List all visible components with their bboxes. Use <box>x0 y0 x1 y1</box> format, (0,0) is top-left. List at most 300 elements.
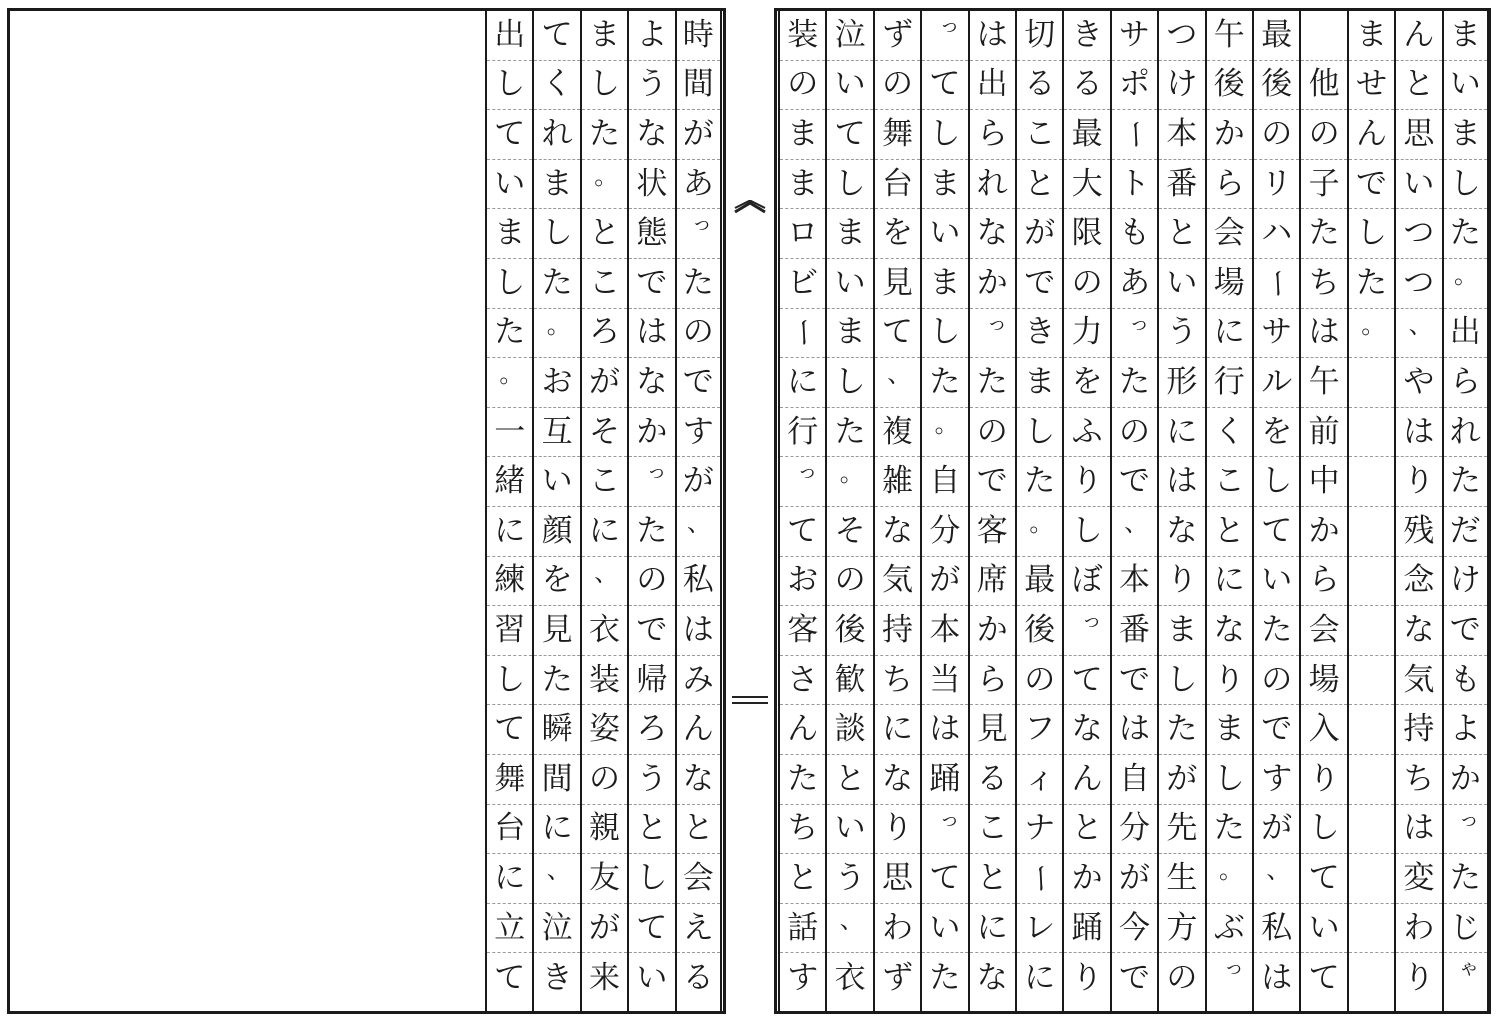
manuscript-cell: 私 <box>1254 904 1299 954</box>
manuscript-cell <box>1349 358 1394 408</box>
manuscript-cell: し <box>1064 507 1109 557</box>
manuscript-cell: 。 <box>487 358 532 408</box>
manuscript-cell: た <box>1254 606 1299 656</box>
manuscript-cell: て <box>1301 854 1346 904</box>
manuscript-cell: の <box>1254 110 1299 160</box>
manuscript-cell: で <box>629 259 674 309</box>
manuscript-cell: に <box>534 805 579 855</box>
manuscript-cell <box>1349 507 1394 557</box>
manuscript-cell: て <box>922 854 967 904</box>
manuscript-cell: 中 <box>1301 457 1346 507</box>
manuscript-cell: 入 <box>1301 705 1346 755</box>
manuscript-cell: 持 <box>1396 705 1441 755</box>
manuscript-cell: な <box>976 959 1008 996</box>
manuscript-cell: 形 <box>1159 358 1204 408</box>
manuscript-cell: し <box>1017 408 1062 458</box>
manuscript-cell: は <box>1261 959 1293 996</box>
manuscript-cell: え <box>677 904 720 954</box>
manuscript-cell: た <box>1017 457 1062 507</box>
manuscript-cell: リ <box>1254 160 1299 210</box>
manuscript-cell: み <box>677 656 720 706</box>
manuscript-cell: う <box>629 755 674 805</box>
manuscript-cell: 。 <box>582 160 627 210</box>
manuscript-cell <box>1349 854 1394 904</box>
manuscript-cell: 子 <box>1301 160 1346 210</box>
manuscript-cell: 午 <box>1207 11 1252 61</box>
manuscript-cell: ま <box>780 110 825 160</box>
manuscript-cell: は <box>970 11 1015 61</box>
manuscript-cell: ま <box>534 160 579 210</box>
manuscript-cell: れ <box>1444 408 1487 458</box>
manuscript-cell: ま <box>1444 110 1487 160</box>
manuscript-cell: ー <box>780 309 825 359</box>
manuscript-cell: っ <box>677 209 720 259</box>
manuscript-cell: た <box>929 959 961 996</box>
manuscript-cell: 自 <box>1112 755 1157 805</box>
manuscript-column <box>485 11 532 1011</box>
manuscript-cell: 本 <box>1159 110 1204 160</box>
manuscript-cell: で <box>629 606 674 656</box>
manuscript-cell: 。 <box>534 309 579 359</box>
manuscript-cell: き <box>541 959 573 996</box>
manuscript-cell: と <box>1159 209 1204 259</box>
manuscript-cell: つ <box>1396 259 1441 309</box>
manuscript-cell: が <box>677 457 720 507</box>
manuscript-column <box>1205 11 1252 1011</box>
manuscript-cell: ま <box>1207 705 1252 755</box>
manuscript-cell: 出 <box>970 61 1015 111</box>
manuscript-cell: 雑 <box>875 457 920 507</box>
manuscript-cell: に <box>1207 309 1252 359</box>
manuscript-cell: 客 <box>780 606 825 656</box>
manuscript-cell: し <box>827 160 872 210</box>
manuscript-cell: と <box>1396 61 1441 111</box>
manuscript-cell: 思 <box>875 854 920 904</box>
manuscript-cell: で <box>1017 259 1062 309</box>
manuscript-cell: か <box>1207 110 1252 160</box>
manuscript-cell: っ <box>1223 955 1244 980</box>
manuscript-cell: か <box>970 606 1015 656</box>
manuscript-cell: さ <box>780 656 825 706</box>
manuscript-cell: と <box>780 854 825 904</box>
manuscript-cell: に <box>487 854 532 904</box>
manuscript-cell: に <box>487 507 532 557</box>
manuscript-cell: に <box>1024 959 1056 996</box>
manuscript-cell: な <box>677 755 720 805</box>
manuscript-cell: 方 <box>1159 904 1204 954</box>
manuscript-cell: す <box>677 408 720 458</box>
manuscript-cell: 分 <box>922 507 967 557</box>
manuscript-cell: ん <box>780 705 825 755</box>
manuscript-cell: ら <box>1207 160 1252 210</box>
center-binding-strip <box>723 8 777 1014</box>
manuscript-cell <box>1349 606 1394 656</box>
manuscript-cell: こ <box>970 805 1015 855</box>
manuscript-cell: に <box>1159 408 1204 458</box>
manuscript-cell: の <box>1017 656 1062 706</box>
manuscript-cell: 姿 <box>582 705 627 755</box>
manuscript-cell: を <box>534 557 579 607</box>
manuscript-cell: 帰 <box>629 656 674 706</box>
manuscript-cell: 午 <box>1301 358 1346 408</box>
manuscript-cell: う <box>827 854 872 904</box>
manuscript-cell: そ <box>582 408 627 458</box>
manuscript-cell: な <box>1207 606 1252 656</box>
manuscript-cell <box>1349 705 1394 755</box>
manuscript-cell: ず <box>881 959 913 996</box>
manuscript-cell: ま <box>1349 11 1394 61</box>
manuscript-cell: ず <box>875 11 920 61</box>
manuscript-cell: ろ <box>582 309 627 359</box>
manuscript-cell: じ <box>1444 904 1487 954</box>
manuscript-cell: て <box>780 507 825 557</box>
manuscript-cell: い <box>827 61 872 111</box>
manuscript-cell: を <box>875 209 920 259</box>
manuscript-cell: の <box>1301 110 1346 160</box>
manuscript-cell: し <box>827 358 872 408</box>
manuscript-cell: い <box>1254 557 1299 607</box>
manuscript-cell: は <box>922 705 967 755</box>
manuscript-cell <box>1349 904 1394 954</box>
manuscript-cell: っ <box>1064 606 1109 656</box>
manuscript-cell: と <box>629 805 674 855</box>
manuscript-cell: し <box>487 656 532 706</box>
manuscript-cell: い <box>827 259 872 309</box>
manuscript-cell: そ <box>827 507 872 557</box>
manuscript-cell: て <box>922 61 967 111</box>
manuscript-cell: あ <box>677 160 720 210</box>
manuscript-cell: ま <box>1159 606 1204 656</box>
manuscript-cell: ろ <box>629 705 674 755</box>
manuscript-cell: あ <box>1112 259 1157 309</box>
manuscript-cell: と <box>1064 805 1109 855</box>
manuscript-cell: し <box>1349 209 1394 259</box>
manuscript-cell: 衣 <box>582 606 627 656</box>
manuscript-cell: り <box>875 805 920 855</box>
manuscript-cell: 。 <box>1444 259 1487 309</box>
manuscript-cell: 一 <box>487 408 532 458</box>
manuscript-cell: た <box>534 656 579 706</box>
manuscript-cell: い <box>1159 259 1204 309</box>
manuscript-cell: た <box>1159 705 1204 755</box>
manuscript-cell: い <box>1444 61 1487 111</box>
manuscript-cell: ル <box>1254 358 1299 408</box>
manuscript-column <box>920 11 967 1011</box>
manuscript-cell: い <box>636 959 668 996</box>
manuscript-column <box>627 11 674 1011</box>
manuscript-cell <box>1349 656 1394 706</box>
manuscript-cell: に <box>970 904 1015 954</box>
manuscript-cell: の <box>970 408 1015 458</box>
manuscript-cell: わ <box>875 904 920 954</box>
manuscript-cell <box>1349 408 1394 458</box>
center-double-line-mark <box>732 696 768 704</box>
manuscript-cell: っ <box>922 805 967 855</box>
manuscript-cell: 緒 <box>487 457 532 507</box>
manuscript-cell: き <box>1064 11 1109 61</box>
manuscript-cell: 気 <box>1396 656 1441 706</box>
manuscript-column <box>532 11 579 1011</box>
manuscript-cell: 。 <box>827 457 872 507</box>
manuscript-cell: 私 <box>677 557 720 607</box>
manuscript-cell: 状 <box>629 160 674 210</box>
manuscript-cell: ち <box>1301 259 1346 309</box>
manuscript-cell: て <box>494 959 526 996</box>
manuscript-cell: と <box>1207 507 1252 557</box>
manuscript-cell: の <box>875 61 920 111</box>
manuscript-cell: す <box>1254 755 1299 805</box>
manuscript-cell: て <box>629 904 674 954</box>
manuscript-cell: の <box>827 557 872 607</box>
manuscript-cell: ま <box>1017 358 1062 408</box>
manuscript-cell: し <box>1207 755 1252 805</box>
manuscript-cell: の <box>1112 408 1157 458</box>
manuscript-cell: し <box>922 309 967 359</box>
manuscript-column <box>873 11 920 1011</box>
manuscript-cell: 複 <box>875 408 920 458</box>
manuscript-cell: サ <box>1254 309 1299 359</box>
manuscript-cell: ま <box>1444 11 1487 61</box>
manuscript-cell: ま <box>922 259 967 309</box>
manuscript-cell: お <box>780 557 825 607</box>
manuscript-cell: い <box>1301 904 1346 954</box>
manuscript-cell: ま <box>780 160 825 210</box>
manuscript-cell: か <box>970 259 1015 309</box>
manuscript-cell: 、 <box>534 854 579 904</box>
manuscript-cell: に <box>875 705 920 755</box>
manuscript-cell: か <box>1444 755 1487 805</box>
manuscript-cell: て <box>1308 959 1340 996</box>
manuscript-cell: 番 <box>1112 606 1157 656</box>
manuscript-cell: こ <box>582 457 627 507</box>
manuscript-column <box>1110 11 1157 1011</box>
manuscript-cell: 、 <box>582 557 627 607</box>
manuscript-cell: 場 <box>1301 656 1346 706</box>
manuscript-cell: 先 <box>1159 805 1204 855</box>
manuscript-cell: よ <box>1444 705 1487 755</box>
manuscript-cell: 見 <box>875 259 920 309</box>
manuscript-cell: 念 <box>1396 557 1441 607</box>
manuscript-cell: た <box>922 358 967 408</box>
manuscript-cell: 泣 <box>827 11 872 61</box>
manuscript-cell: 台 <box>487 805 532 855</box>
manuscript-cell: ん <box>1064 755 1109 805</box>
manuscript-column <box>1394 11 1441 1011</box>
manuscript-cell: 客 <box>970 507 1015 557</box>
manuscript-cell: い <box>534 457 579 507</box>
manuscript-cell: ん <box>1396 11 1441 61</box>
manuscript-cell: 分 <box>1112 805 1157 855</box>
manuscript-cell: か <box>1064 854 1109 904</box>
manuscript-cell: る <box>682 959 714 996</box>
manuscript-cell: は <box>1396 805 1441 855</box>
manuscript-cell: 最 <box>1254 11 1299 61</box>
manuscript-cell: る <box>1064 61 1109 111</box>
manuscript-cell: 踊 <box>922 755 967 805</box>
manuscript-cell: う <box>629 61 674 111</box>
manuscript-cell: 最 <box>1017 557 1062 607</box>
manuscript-cell: で <box>1112 656 1157 706</box>
manuscript-column <box>1299 11 1346 1011</box>
manuscript-cell: ま <box>827 309 872 359</box>
manuscript-cell: 本 <box>1112 557 1157 607</box>
manuscript-cell: と <box>582 209 627 259</box>
manuscript-cell: が <box>582 904 627 954</box>
manuscript-cell: て <box>827 110 872 160</box>
manuscript-cell: 。 <box>1349 309 1394 359</box>
manuscript-cell: の <box>677 309 720 359</box>
manuscript-cell: い <box>1396 160 1441 210</box>
manuscript-cell: 後 <box>1207 61 1252 111</box>
manuscript-cell: で <box>1254 705 1299 755</box>
manuscript-cell: た <box>970 358 1015 408</box>
manuscript-cell: し <box>534 209 579 259</box>
manuscript-cell: て <box>534 11 579 61</box>
manuscript-cell: ん <box>677 705 720 755</box>
manuscript-cell: 席 <box>970 557 1015 607</box>
manuscript-cell: 、 <box>827 904 872 954</box>
manuscript-cell: 踊 <box>1064 904 1109 954</box>
manuscript-cell <box>1349 805 1394 855</box>
manuscript-cell: た <box>629 507 674 557</box>
manuscript-cell: ィ <box>1017 755 1062 805</box>
manuscript-cell: 。 <box>1017 507 1062 557</box>
manuscript-cell: す <box>787 959 819 996</box>
manuscript-cell: 、 <box>875 358 920 408</box>
manuscript-cell: 最 <box>1064 110 1109 160</box>
manuscript-cell: ん <box>1349 110 1394 160</box>
manuscript-cell: 出 <box>1444 309 1487 359</box>
manuscript-cell <box>1349 457 1394 507</box>
manuscript-cell: 間 <box>534 755 579 805</box>
manuscript-cell: で <box>1444 606 1487 656</box>
manuscript-cell: で <box>1118 959 1150 996</box>
manuscript-cell: し <box>922 110 967 160</box>
manuscript-column <box>675 11 722 1011</box>
manuscript-cell: し <box>1301 805 1346 855</box>
manuscript-cell: け <box>1444 557 1487 607</box>
manuscript-cell: は <box>1301 309 1346 359</box>
manuscript-cell: も <box>1444 656 1487 706</box>
manuscript-cell: で <box>677 358 720 408</box>
manuscript-column <box>1347 11 1394 1011</box>
manuscript-cell: ナ <box>1017 805 1062 855</box>
manuscript-cell: ロ <box>780 209 825 259</box>
manuscript-cell: ち <box>780 805 825 855</box>
manuscript-cell: 会 <box>1207 209 1252 259</box>
manuscript-cell: ち <box>875 656 920 706</box>
manuscript-cell: に <box>582 507 627 557</box>
manuscript-cell: を <box>1064 358 1109 408</box>
manuscript-cell: る <box>970 755 1015 805</box>
manuscript-cell: か <box>629 408 674 458</box>
manuscript-column <box>1252 11 1299 1011</box>
manuscript-cell: 会 <box>1301 606 1346 656</box>
manuscript-cell: と <box>970 854 1015 904</box>
manuscript-cell: い <box>487 160 532 210</box>
manuscript-cell: レ <box>1017 904 1062 954</box>
manuscript-cell: 立 <box>487 904 532 954</box>
manuscript-cell: 気 <box>875 557 920 607</box>
manuscript-cell: や <box>1396 358 1441 408</box>
manuscript-cell: 会 <box>677 854 720 904</box>
manuscript-cell: 装 <box>780 11 825 61</box>
manuscript-cell: こ <box>582 259 627 309</box>
manuscript-cell: 残 <box>1396 507 1441 557</box>
manuscript-cell: り <box>1301 755 1346 805</box>
manuscript-cell: 瞬 <box>534 705 579 755</box>
manuscript-cell: 行 <box>1207 358 1252 408</box>
manuscript-cell: ら <box>1444 358 1487 408</box>
manuscript-cell: 装 <box>582 656 627 706</box>
manuscript-cell: し <box>1444 160 1487 210</box>
manuscript-cell: な <box>1159 507 1204 557</box>
manuscript-cell: 、 <box>677 507 720 557</box>
manuscript-cell: っ <box>922 11 967 61</box>
manuscript-cell: は <box>1112 705 1157 755</box>
manuscript-cell <box>1301 11 1346 61</box>
manuscript-cell: 台 <box>875 160 920 210</box>
manuscript-cell: し <box>1159 656 1204 706</box>
manuscript-cell: の <box>780 61 825 111</box>
manuscript-cell <box>1349 557 1394 607</box>
manuscript-cell: 来 <box>588 959 620 996</box>
manuscript-cell: た <box>1444 854 1487 904</box>
manuscript-cell: た <box>487 309 532 359</box>
manuscript-cell: し <box>487 259 532 309</box>
manuscript-cell: し <box>1254 457 1299 507</box>
manuscript-cell: け <box>1159 61 1204 111</box>
manuscript-cell: り <box>1403 959 1435 996</box>
manuscript-cell: 舞 <box>487 755 532 805</box>
manuscript-cell: 今 <box>1112 904 1157 954</box>
manuscript-cell: な <box>1064 705 1109 755</box>
manuscript-cell: し <box>629 854 674 904</box>
manuscript-cell: り <box>1396 457 1441 507</box>
manuscript-cell: 舞 <box>875 110 920 160</box>
manuscript-cell: お <box>534 358 579 408</box>
manuscript-cell: と <box>677 805 720 855</box>
manuscript-cell: 親 <box>582 805 627 855</box>
manuscript-cell: っ <box>1444 805 1487 855</box>
manuscript-cell: く <box>534 61 579 111</box>
manuscript-cell: し <box>487 61 532 111</box>
manuscript-cell: つ <box>1396 209 1441 259</box>
manuscript-cell: れ <box>534 110 579 160</box>
manuscript-cell: を <box>1254 408 1299 458</box>
manuscript-cell: サ <box>1112 11 1157 61</box>
manuscript-cell: か <box>1301 507 1346 557</box>
manuscript-cell: ゃ <box>1458 955 1479 980</box>
manuscript-cell: に <box>1207 557 1252 607</box>
manuscript-cell: 泣 <box>534 904 579 954</box>
manuscript-cell: ま <box>582 11 627 61</box>
manuscript-cell: こ <box>1207 457 1252 507</box>
manuscript-cell: ぼ <box>1064 557 1109 607</box>
manuscript-cell: い <box>922 904 967 954</box>
manuscript-cell: 態 <box>629 209 674 259</box>
manuscript-cell: の <box>1166 959 1198 996</box>
manuscript-cell: は <box>1396 408 1441 458</box>
manuscript-cell: ー <box>1112 110 1157 160</box>
manuscript-cell: た <box>1349 259 1394 309</box>
manuscript-cell: 出 <box>487 11 532 61</box>
manuscript-cell: り <box>1159 557 1204 607</box>
manuscript-cell: 変 <box>1396 854 1441 904</box>
manuscript-cell: な <box>629 358 674 408</box>
manuscript-column <box>778 11 825 1011</box>
manuscript-cell: 自 <box>922 457 967 507</box>
